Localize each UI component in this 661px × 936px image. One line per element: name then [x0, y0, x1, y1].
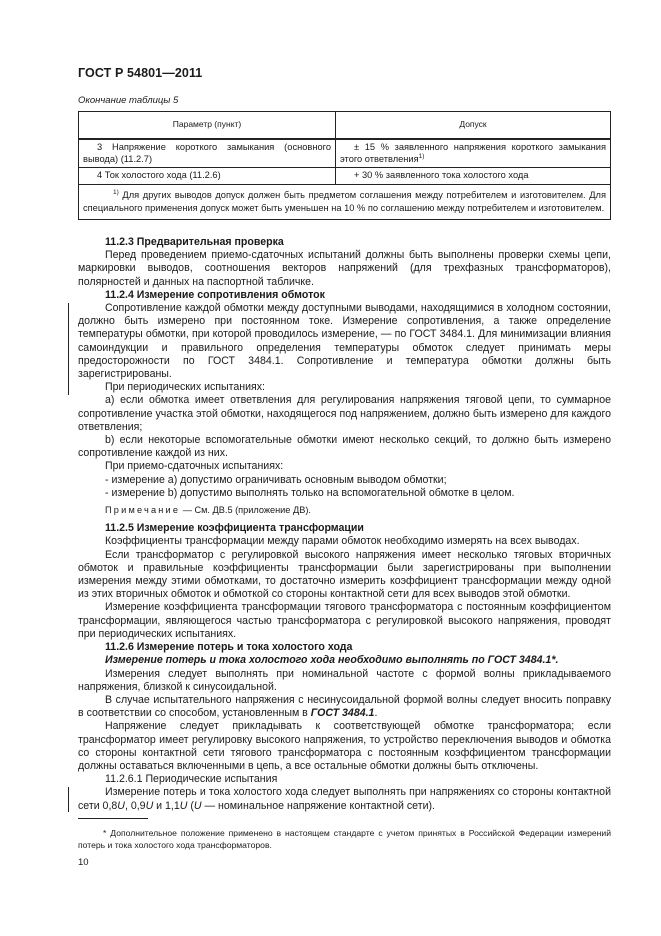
document-body [78, 236, 611, 813]
paragraph: Если трансформатор с регулировкой высокого напряжения имеет несколько тяговых вторичных обмоток и правильные коэффициенты трансформации были зарегистрированы при выполнении измерения между этими обмотками, то достаточно измерить коэффициент трансформации между одной из этих вторичных обмоток и обмоткой со стороны контактной сети для всех выводов этой обмотки. [78, 548, 611, 601]
paragraph: Перед проведением приемо-сдаточных испытаний должны быть выполнены проверки схемы цепи, маркировки выводов, соотношения векторов напряжений (для трехфазных трансформаторов), полярностей и данных на паспортной табличке. [78, 249, 611, 288]
cell-tolerance: ± 15 % заявленного напряжения короткого замыкания этого ответвления$^{1)}$ [336, 139, 611, 168]
note: Примечание — См. ДВ.5 (приложение ДВ). [105, 505, 311, 516]
table-row [79, 168, 611, 185]
table-footnote: $^{1)}$ Для других выводов допуск должен быть предметом соглашения между потребителем и изготовителем. Для специального применения допуск может быть уменьшен на 10 % по соглашению между потребителем и изготовителем. [79, 184, 611, 219]
paragraph: В случае испытательного напряжения с несинусоидальной формой волны следует вносить поправку в соответствии со способом, установленным в ГОСТ 3484.1. [78, 693, 611, 720]
table-note-row [79, 184, 611, 219]
table-row [79, 139, 611, 168]
section-heading-11-2-6: 11.2.6 Измерение потерь и тока холостого хода [105, 641, 353, 654]
note-label: Примечание [105, 505, 181, 516]
paragraph: При приемо-сдаточных испытаниях: [105, 460, 284, 473]
column-header-parameter: Параметр (пункт) [79, 112, 336, 140]
list-item-b: b) если некоторые вспомогательные обмотки имеют несколько секций, то должно быть измерено сопротивление каждой из них. [78, 434, 611, 460]
paragraph: Измерения следует выполнять при номинальной частоте с формой волны прикладываемого напряжения, близкой к синусоидальной. [78, 667, 611, 693]
paragraph: Напряжение следует прикладывать к соответствующей обмотке трансформатора; если трансформатор имеет регулировку высокого напряжения, то устройство переключения выводов и обмотка со стороны контактной сети тягового трансформатора с постоянным коэффициентом трансформации должны оставаться включенными в цепь, а все остальные обмотки должны быть отключены. [78, 720, 611, 772]
paragraph: Измерение коэффициента трансформации тягового трансформатора с постоянным коэффициентом трансформации, являющегося частью трансформатора с регулировкой высокого напряжения, проводят при периодических испытаниях. [78, 601, 611, 640]
table-5 [78, 111, 611, 220]
list-item-a: a) если обмотка имеет ответвления для регулирования напряжения тяговой цепи, то суммарное сопротивление участка этой обмотки, находящегося под напряжением, должно быть измерено для каждого ответвления; [78, 394, 611, 433]
section-heading-11-2-4: 11.2.4 Измерение сопротивления обмоток [105, 288, 325, 301]
list-item: - измерение b) допустимо выполнять только на вспомогательной обмотке в целом. [105, 486, 515, 499]
list-item: - измерение a) допустимо ограничивать основным выводом обмотки; [105, 473, 447, 486]
column-header-tolerance: Допуск [336, 112, 611, 140]
revision-bar [68, 303, 69, 395]
standard-reference: ГОСТ 3484.1 [310, 707, 375, 720]
paragraph: Измерение потерь и тока холостого хода следует выполнять при напряжениях со стороны контактной сети 0,8U, 0,9U и 1,1U (U — номинальное напряжение контактной сети). [78, 786, 611, 812]
paragraph: При периодических испытаниях: [105, 381, 265, 394]
footnote-divider [78, 818, 148, 819]
revision-bar [68, 787, 69, 812]
cell-parameter: 4 Ток холостого хода (11.2.6) [79, 168, 336, 185]
subsection-heading-11-2-6-1: 11.2.6.1 Периодические испытания [105, 773, 278, 786]
table-header-row [79, 112, 611, 140]
paragraph-emphasis: Измерение потерь и тока холостого хода необходимо выполнять по ГОСТ 3484.1*. [105, 654, 559, 667]
paragraph: Коэффициенты трансформации между парами обмоток необходимо измерять на всех выводах. [105, 535, 580, 548]
document-id-header: ГОСТ Р 54801—2011 [78, 66, 203, 80]
table-caption: Окончание таблицы 5 [78, 95, 179, 106]
section-heading-11-2-5: 11.2.5 Измерение коэффициента трансформации [105, 522, 364, 535]
paragraph: Сопротивление каждой обмотки между доступными выводами, находящимися в холодном состоянии, должно быть измерено при постоянном токе. Измерение сопротивления, а также определение температуры обмотки, при которой проводилось измерение, — по ГОСТ 3484.1. Для минимизации влияния самоиндукции и правильного определения температуры обмоток следует принимать меры предосторожности по ГОСТ 3484.1. Сопротивление и температура обмотки должны быть зарегистрированы. [78, 302, 611, 381]
footnote-ref: 1) [418, 152, 425, 160]
section-heading-11-2-3: 11.2.3 Предварительная проверка [105, 236, 284, 248]
cell-tolerance: + 30 % заявленного тока холостого хода [336, 168, 611, 185]
page-number: 10 [78, 857, 89, 868]
cell-parameter: 3 Напряжение короткого замыкания (основного вывода) (11.2.7) [79, 139, 336, 168]
footnote: * Дополнительное положение применено в настоящем стандарте с учетом принятых в Российской Федерации измерений потерь и тока холостого хода трансформаторов. [78, 828, 611, 850]
